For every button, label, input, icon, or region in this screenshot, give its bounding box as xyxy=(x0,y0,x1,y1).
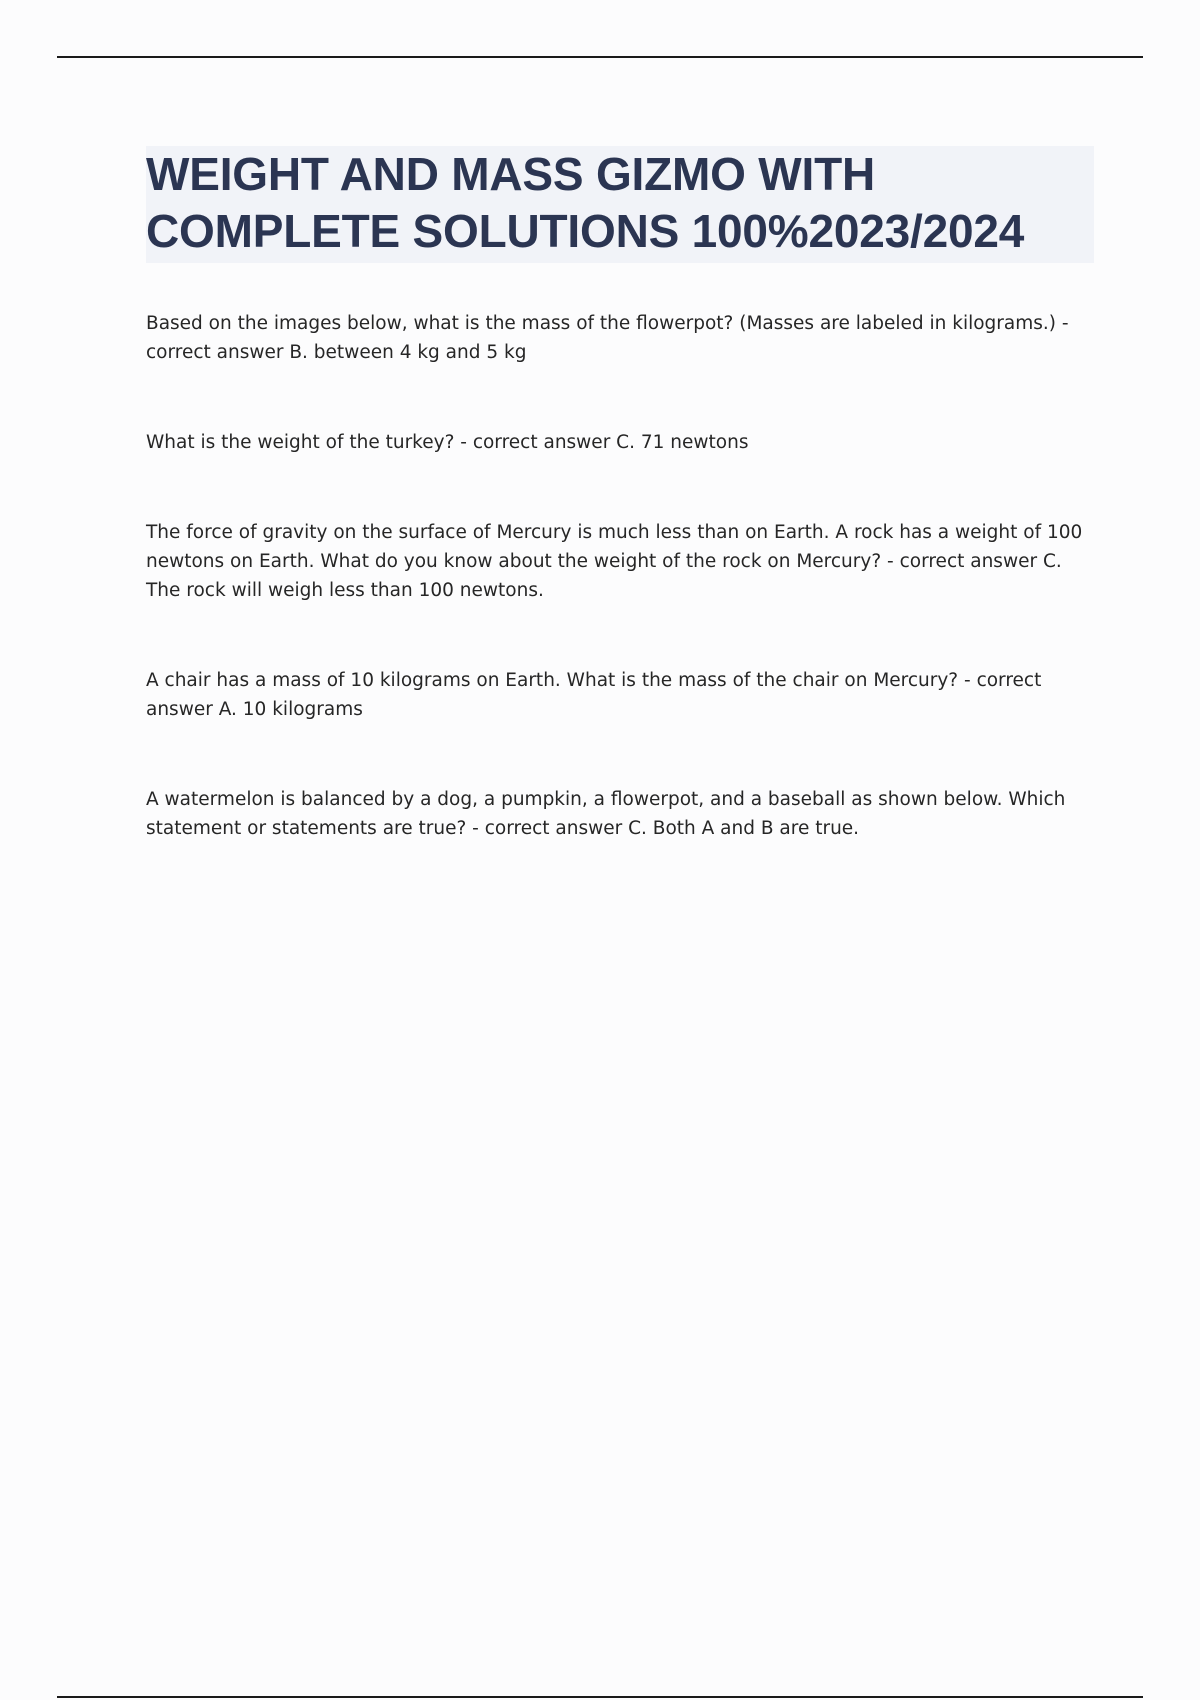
question-answer-3: The force of gravity on the surface of Mercury is much less than on Earth. A rock has a weight of 100 newtons on Earth. What do you know about the weight of the rock on Mercury? - correct answer C. The rock will weigh less than 100 newtons. xyxy=(146,522,1083,601)
top-divider xyxy=(57,56,1143,58)
document-body xyxy=(146,146,1094,904)
document-title: WEIGHT AND MASS GIZMO WITH COMPLETE SOLUTIONS 100%2023/2024 xyxy=(146,146,1094,263)
question-answer-2: What is the weight of the turkey? - correct answer C. 71 newtons xyxy=(146,432,749,453)
question-answer-5: A watermelon is balanced by a dog, a pumpkin, a flowerpot, and a baseball as shown below. Which statement or statements are true? - correct answer C. Both A and B are true. xyxy=(146,789,1066,839)
bottom-divider xyxy=(57,1696,1143,1698)
question-answer-4: A chair has a mass of 10 kilograms on Earth. What is the mass of the chair on Mercury? - correct answer A. 10 kilograms xyxy=(146,670,1042,720)
question-answer-1: Based on the images below, what is the mass of the flowerpot? (Masses are labeled in kilograms.) - correct answer B. between 4 kg and 5 kg xyxy=(146,313,1069,363)
